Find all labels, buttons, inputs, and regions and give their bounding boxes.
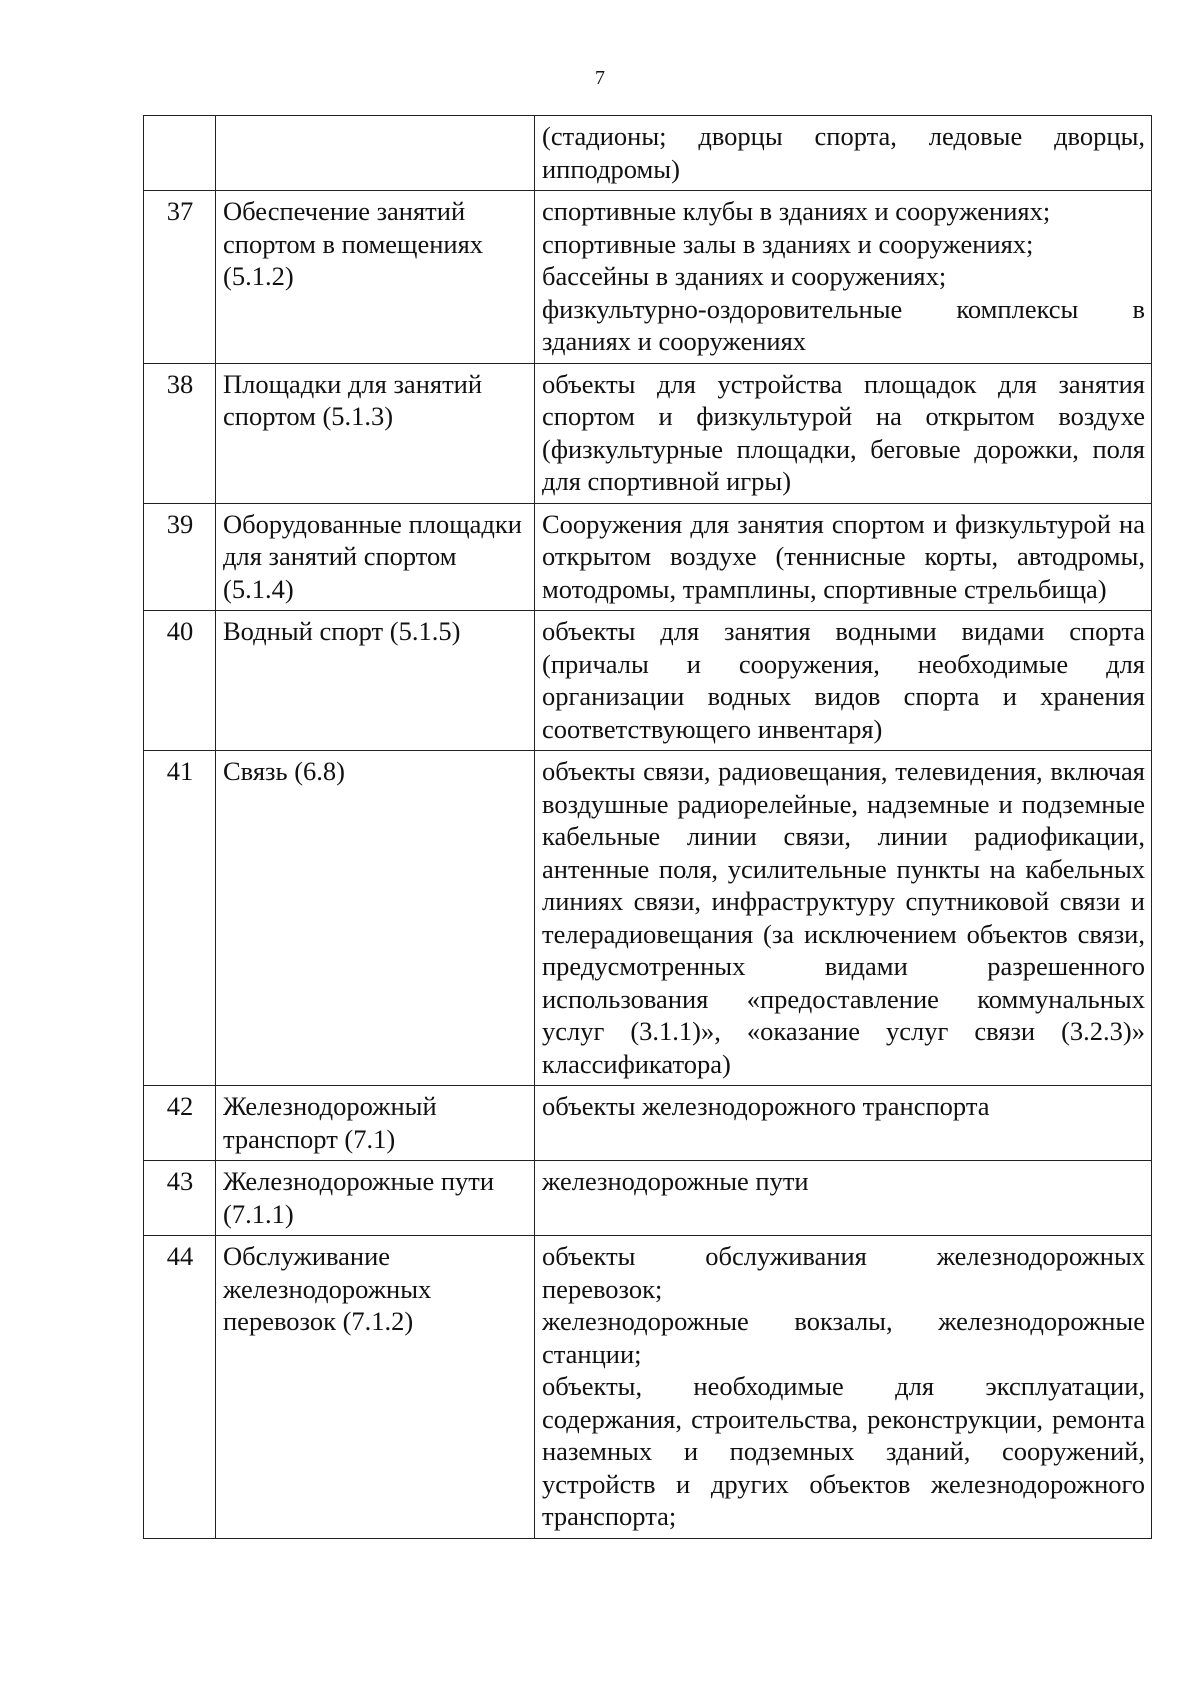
table-row <box>144 1086 1152 1161</box>
description-line: спортивные клубы в зданиях и сооружениях; <box>542 196 1051 226</box>
row-number: 39 <box>144 503 216 611</box>
description-line: объекты, необходимые для эксплуатации, содержания, строительства, реконструкции, ремонта наземных и подземных зданий, сооружений, устройств и других объектов железнодорожного транспорта; <box>542 1371 1145 1531</box>
row-number: 38 <box>144 363 216 503</box>
table-row <box>144 611 1152 751</box>
use-type-name <box>216 116 535 191</box>
row-number <box>144 116 216 191</box>
description-line: (стадионы; дворцы спорта, ледовые дворцы, ипподромы) <box>542 121 1145 184</box>
description-line: физкультурно-оздоровительные комплексы в зданиях и сооружениях <box>542 293 1145 356</box>
description-line: бассейны в зданиях и сооружениях; <box>542 261 947 291</box>
row-number: 43 <box>144 1161 216 1236</box>
land-use-table <box>143 115 1152 1539</box>
row-number: 42 <box>144 1086 216 1161</box>
use-type-description <box>535 751 1152 1086</box>
use-type-name: Площадки для занятий спортом (5.1.3) <box>216 363 535 503</box>
description-line: спортивные залы в зданиях и сооружениях; <box>542 228 1034 259</box>
description-line: объекты связи, радиовещания, телевидения, включая воздушные радиорелейные, надземные и подземные кабельные линии связи, линии радиофикации, антенные поля, усилительные пункты на кабельных линиях связи, инфраструктуру спутниковой связи и телерадиовещания (за исключением объектов связи, предусмотренных видами разрешенного использования «предоставление коммунальных услуг (3.1.1)», «оказание услуг связи (3.2.3)» классификатора) <box>542 756 1145 1079</box>
use-type-name: Железнодорожный транспорт (7.1) <box>216 1086 535 1161</box>
row-number: 41 <box>144 751 216 1086</box>
table-row <box>144 1236 1152 1539</box>
description-line: железнодорожные вокзалы, железнодорожные станции; <box>542 1306 1145 1369</box>
use-type-description <box>535 611 1152 751</box>
use-type-name: Связь (6.8) <box>216 751 535 1086</box>
description-line: объекты для устройства площадок для занятия спортом и физкультурой на открытом воздухе (физкультурные площадки, беговые дорожки, поля для спортивной игры) <box>542 368 1145 496</box>
description-line: объекты обслуживания железнодорожных перевозок; <box>542 1241 1145 1304</box>
use-type-name: Водный спорт (5.1.5) <box>216 611 535 751</box>
row-number: 37 <box>144 191 216 364</box>
table-row <box>144 751 1152 1086</box>
table-row <box>144 191 1152 364</box>
table-row <box>144 363 1152 503</box>
table-row <box>144 116 1152 191</box>
use-type-description <box>535 1161 1152 1236</box>
use-type-description <box>535 503 1152 611</box>
description-line: объекты железнодорожного транспорта <box>542 1091 990 1121</box>
row-number: 40 <box>144 611 216 751</box>
use-type-name: Железнодорожные пути (7.1.1) <box>216 1161 535 1236</box>
use-type-description <box>535 363 1152 503</box>
use-type-name: Оборудованные площадки для занятий спортом (5.1.4) <box>216 503 535 611</box>
use-type-description <box>535 116 1152 191</box>
description-line: железнодорожные пути <box>542 1166 809 1196</box>
page-number: 7 <box>595 67 605 89</box>
description-line: объекты для занятия водными видами спорта (причалы и сооружения, необходимые для организации водных видов спорта и хранения соответствующего инвентаря) <box>542 616 1145 744</box>
use-type-name: Обеспечение занятий спортом в помещениях (5.1.2) <box>216 191 535 364</box>
use-type-description <box>535 1236 1152 1539</box>
row-number: 44 <box>144 1236 216 1539</box>
table-row <box>144 503 1152 611</box>
table-row <box>144 1161 1152 1236</box>
use-type-description <box>535 191 1152 364</box>
use-type-description <box>535 1086 1152 1161</box>
description-line: Сооружения для занятия спортом и физкультурой на открытом воздухе (теннисные корты, автодромы, мотодромы, трамплины, спортивные стрельбища) <box>542 508 1145 604</box>
use-type-name: Обслуживание железнодорожных перевозок (7.1.2) <box>216 1236 535 1539</box>
